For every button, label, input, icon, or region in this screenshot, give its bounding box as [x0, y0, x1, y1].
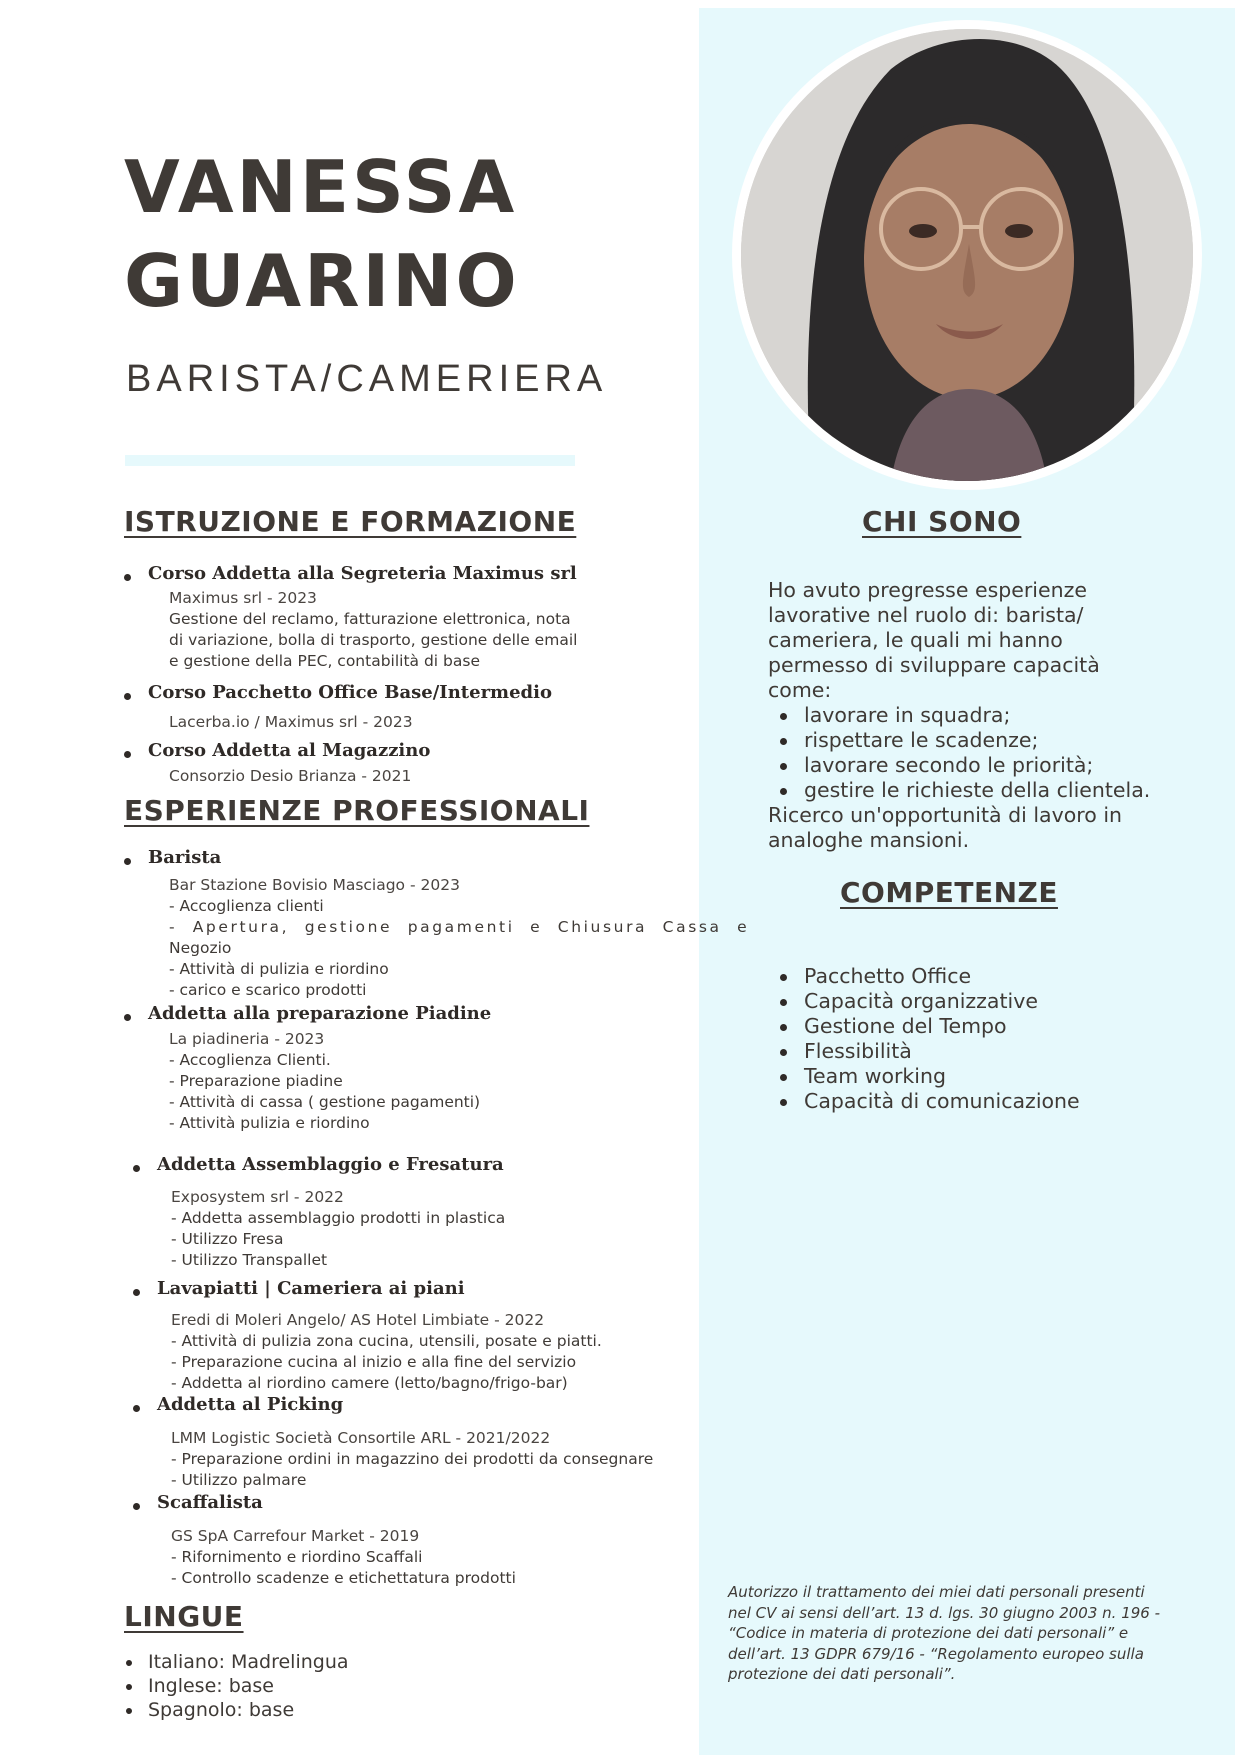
bullet-icon: [124, 1014, 131, 1021]
about-point: gestire le richieste della clientela.: [768, 778, 1188, 803]
experience-description: [171, 1547, 641, 1589]
language-item: Italiano: Madrelingua: [120, 1650, 349, 1674]
description-line: - Accoglienza clienti: [169, 897, 324, 915]
experience-employer: LMM Logistic Società Consortile ARL - 2021/2022: [171, 1429, 551, 1447]
education-title: Corso Addetta al Magazzino: [148, 740, 431, 761]
consent-line: nel CV ai sensi dell’art. 13 d. lgs. 30 giugno 2003 n. 196 -: [728, 1603, 1161, 1622]
description-line: - Utilizzo Fresa: [171, 1230, 284, 1248]
skill-item: Flessibilità: [768, 1039, 1188, 1064]
bullet-icon: [133, 1405, 140, 1412]
bullet-icon: [124, 858, 131, 865]
privacy-consent: [728, 1582, 1216, 1685]
bullet-icon: [133, 1503, 140, 1510]
consent-line: Autorizzo il trattamento dei miei dati personali presenti: [728, 1583, 1145, 1601]
about-line: Ricerco un'opportunità di lavoro in: [768, 803, 1123, 827]
portrait-illustration: [741, 29, 1193, 481]
experience-employer: Bar Stazione Bovisio Masciago - 2023: [169, 876, 460, 894]
description-line: - Rifornimento e riordino Scaffali: [171, 1548, 423, 1566]
description-line: - Controllo scadenze e etichettatura prodotti: [171, 1569, 516, 1587]
description-line: e gestione della PEC, contabilità di base: [169, 652, 480, 670]
about-line: analoghe mansioni.: [768, 828, 970, 852]
description-line: di variazione, bolla di trasporto, gestione delle email: [169, 631, 578, 649]
education-description: [169, 609, 639, 672]
description-line: Negozio: [169, 939, 232, 957]
skills-list: [768, 964, 1188, 1114]
skill-item: Team working: [768, 1064, 1188, 1089]
description-line: - Preparazione piadine: [169, 1072, 343, 1090]
description-line: - Attività di pulizia zona cucina, utensili, posate e piatti.: [171, 1332, 602, 1350]
about-line: lavorative nel ruolo di: barista/: [768, 603, 1084, 627]
name-first: VANESSA: [124, 145, 518, 229]
experience-title: Addetta Assemblaggio e Fresatura: [157, 1154, 504, 1175]
languages-list: [120, 1650, 349, 1722]
consent-line: dell’art. 13 GDPR 679/16 - “Regolamento europeo sulla: [728, 1644, 1144, 1663]
section-education-title: ISTRUZIONE E FORMAZIONE: [124, 505, 577, 538]
job-title: BARISTA/CAMERIERA: [126, 358, 608, 400]
about-line: come:: [768, 678, 832, 702]
section-about-title: CHI SONO: [862, 505, 1022, 538]
description-line: - Addetta assemblaggio prodotti in plastica: [171, 1209, 506, 1227]
experience-description: [171, 1331, 641, 1394]
section-experience-title: ESPERIENZE PROFESSIONALI: [124, 794, 590, 827]
education-org: Maximus srl - 2023: [169, 589, 317, 607]
description-line: Gestione del reclamo, fatturazione elettronica, nota: [169, 610, 571, 628]
experience-title: Lavapiatti | Cameriera ai piani: [157, 1278, 465, 1299]
description-line: - Attività di pulizia e riordino: [169, 960, 389, 978]
experience-title: Addetta alla preparazione Piadine: [148, 1003, 492, 1024]
bullet-icon: [133, 1165, 140, 1172]
bullet-icon: [124, 574, 131, 581]
experience-employer: Eredi di Moleri Angelo/ AS Hotel Limbiate - 2022: [171, 1311, 545, 1329]
about-point: rispettare le scadenze;: [768, 728, 1188, 753]
experience-description: [171, 1208, 641, 1271]
description-line: - Addetta al riordino camere (letto/bagno/frigo-bar): [171, 1374, 568, 1392]
experience-employer: La piadineria - 2023: [169, 1030, 325, 1048]
name-last: GUARINO: [124, 239, 520, 323]
experience-employer: GS SpA Carrefour Market - 2019: [171, 1527, 420, 1545]
description-line: - Preparazione cucina al inizio e alla fine del servizio: [171, 1353, 577, 1371]
section-languages-title: LINGUE: [124, 1600, 244, 1633]
experience-title: Scaffalista: [157, 1492, 263, 1513]
experience-employer: Exposystem srl - 2022: [171, 1188, 344, 1206]
profile-photo-image: [741, 29, 1193, 481]
experience-description: [171, 1449, 654, 1491]
consent-line: protezione dei dati personali”.: [728, 1665, 956, 1683]
description-line: - Utilizzo palmare: [171, 1471, 307, 1489]
education-org: Lacerba.io / Maximus srl - 2023: [169, 713, 413, 731]
about-point: lavorare secondo le priorità;: [768, 753, 1188, 778]
bullet-icon: [133, 1289, 140, 1296]
description-line: - Attività di cassa ( gestione pagamenti): [169, 1093, 481, 1111]
language-item: Spagnolo: base: [120, 1698, 349, 1722]
consent-line: “Codice in materia di protezione dei dati personali” e: [728, 1624, 1129, 1642]
skill-item: Gestione del Tempo: [768, 1014, 1188, 1039]
about-line: Ho avuto pregresse esperienze: [768, 578, 1087, 602]
about-line: permesso di sviluppare capacità: [768, 653, 1100, 677]
bullet-icon: [124, 751, 131, 758]
skill-item: Capacità di comunicazione: [768, 1089, 1188, 1114]
about-text: [768, 578, 1188, 853]
about-line: cameriera, le quali mi hanno: [768, 628, 1063, 652]
description-line: - Attività pulizia e riordino: [169, 1114, 370, 1132]
description-line: - Preparazione ordini in magazzino dei prodotti da consegnare: [171, 1450, 654, 1468]
description-line: - Apertura, gestione pagamenti e Chiusura Cassa e: [169, 918, 750, 936]
about-point: lavorare in squadra;: [768, 703, 1188, 728]
description-line-justified: [169, 917, 750, 938]
description-line: - carico e scarico prodotti: [169, 981, 367, 999]
skill-item: Pacchetto Office: [768, 964, 1188, 989]
experience-description: [169, 1050, 639, 1134]
experience-title: Barista: [148, 847, 222, 868]
experience-description: [169, 896, 750, 1001]
experience-title: Addetta al Picking: [157, 1394, 344, 1415]
education-title: Corso Pacchetto Office Base/Intermedio: [148, 682, 552, 703]
education-org: Consorzio Desio Brianza - 2021: [169, 767, 412, 785]
divider: [125, 455, 575, 466]
education-title: Corso Addetta alla Segreteria Maximus srl: [148, 563, 577, 584]
candidate-name: [124, 140, 520, 328]
bullet-icon: [124, 693, 131, 700]
description-line: - Accoglienza Clienti.: [169, 1051, 331, 1069]
section-skills-title: COMPETENZE: [840, 876, 1058, 909]
profile-photo: [732, 20, 1202, 490]
language-item: Inglese: base: [120, 1674, 349, 1698]
skill-item: Capacità organizzative: [768, 989, 1188, 1014]
description-line: - Utilizzo Transpallet: [171, 1251, 328, 1269]
